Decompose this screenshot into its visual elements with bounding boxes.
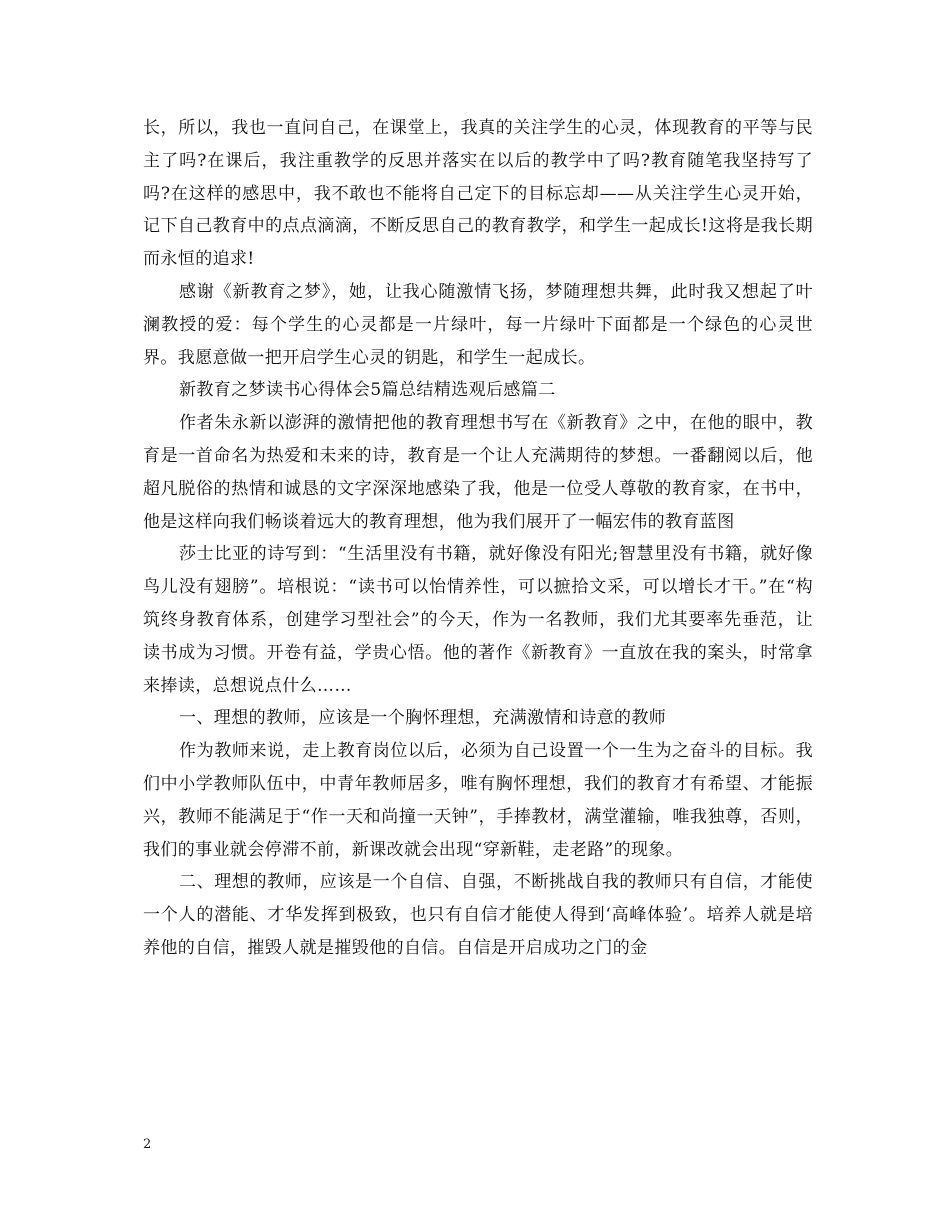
section-heading: 新教育之梦读书心得体会5篇总结精选观后感篇二 [179,380,556,401]
paragraph-8: 二、理想的教师，应该是一个自信、自强，不断挑战自我的教师只有自信，才能使一个人的潜能、才华发挥到极致，也只有自信才能使人得到‘高峰体验’。培养人就是培养他的自信，摧毁人就是摧毁他的自信。自信是开启成功之门的金 [143,872,813,958]
paragraph-4: 作者朱永新以澎湃的激情把他的教育理想书写在《新教育》之中，在他的眼中，教育是一首命名为热爱和未来的诗，教育是一个让人充满期待的梦想。一番翻阅以后，他超凡脱俗的热情和诚恳的文字深深地感染了我，他是一位受人尊敬的教育家，在书中，他是这样向我们畅谈着远大的教育理想，他为我们展开了一幅宏伟的教育蓝图 [143,413,813,532]
document-body [143,112,813,965]
page-number: 2 [143,1137,152,1152]
paragraph-2: 感谢《新教育之梦》，她，让我心随激情飞扬，梦随理想共舞，此时我又想起了叶澜教授的爱：每个学生的心灵都是一片绿叶，每一片绿叶下面都是一个绿色的心灵世界。我愿意做一把开启学生心灵的钥匙，和学生一起成长。 [143,281,813,368]
subheading-1: 一、理想的教师，应该是一个胸怀理想，充满激情和诗意的教师 [179,708,667,729]
paragraph-5: 莎士比亚的诗写到：“生活里没有书籍，就好像没有阳光;智慧里没有书籍，就好像鸟儿没有翅膀”。培根说：“读书可以怡情养性，可以摭拾文采，可以增长才干。”在“构筑终身教育体系，创建学习型社会”的今天，作为一名教师，我们尤其要率先垂范，让读书成为习惯。开卷有益，学贵心悟。他的著作《新教育》一直放在我的案头，时常拿来捧读，总想说点什么…… [143,544,813,696]
paragraph-1: 长，所以，我也一直问自己，在课堂上，我真的关注学生的心灵，体现教育的平等与民主了吗?在课后，我注重教学的反思并落实在以后的教学中了吗?教育随笔我坚持写了吗?在这样的感思中，我不敢也不能将自己定下的目标忘却——从关注学生心灵开始，记下自己教育中的点点滴滴，不断反思自己的教育教学，和学生一起成长!这将是我长期而永恒的追求! [143,118,813,270]
paragraph-7: 作为教师来说，走上教育岗位以后，必须为自己设置一个一生为之奋斗的目标。我们中小学教师队伍中，中青年教师居多，唯有胸怀理想，我们的教育才有希望、才能振兴，教师不能满足于“作一天和尚撞一天钟”，手捧教材，满堂灌输，唯我独尊，否则，我们的事业就会停滞不前，新课改就会出现“穿新鞋，走老路”的现象。 [143,741,813,860]
